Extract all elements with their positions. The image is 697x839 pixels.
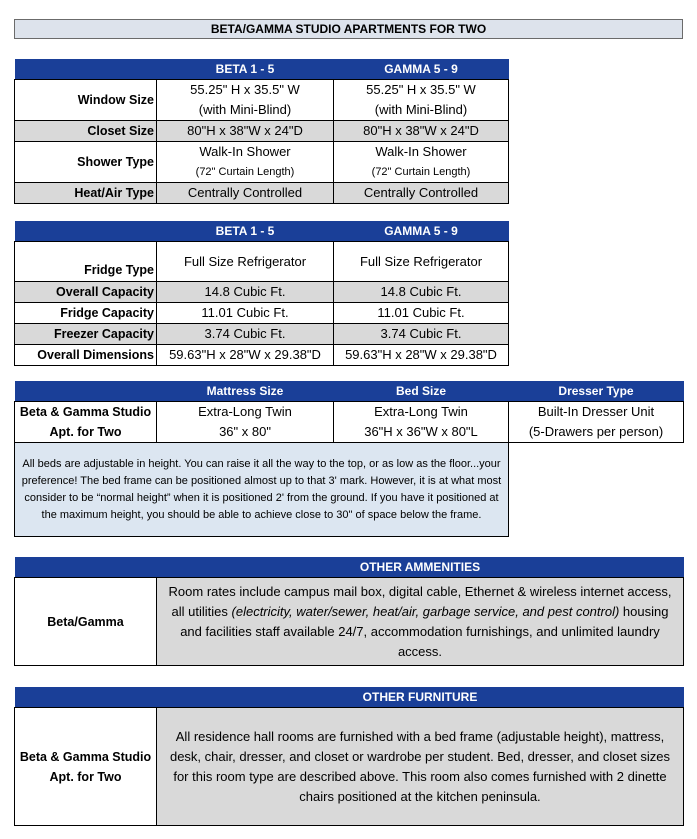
table-cell: Full Size Refrigerator [334,242,509,282]
column-header-mattress: Mattress Size [157,381,334,402]
table-cell: Extra-Long Twin 36" x 80" [157,402,334,443]
table-header-row [15,687,684,708]
table-cell: Full Size Refrigerator [157,242,334,282]
table-cell: Walk-In Shower (72" Curtain Length) [334,142,509,183]
table-cell: 59.63"H x 28"W x 29.38"D [334,345,509,366]
table-header-row [15,221,509,242]
table-cell: 14.8 Cubic Ft. [157,282,334,303]
row-label: Shower Type [15,142,157,183]
table-cell: 11.01 Cubic Ft. [157,303,334,324]
furniture-header: OTHER FURNITURE [157,687,684,708]
table-cell: 80"H x 38"W x 24"D [157,121,334,142]
table-row [15,345,509,366]
row-label: Fridge Capacity [15,303,157,324]
row-label: Overall Capacity [15,282,157,303]
column-header-beta: BETA 1 - 5 [157,59,334,80]
table-cell: 11.01 Cubic Ft. [334,303,509,324]
table-row [15,183,509,204]
features-table [14,59,509,204]
table-cell: Walk-In Shower (72" Curtain Length) [157,142,334,183]
amenities-table [14,557,684,666]
column-header-beta: BETA 1 - 5 [157,221,334,242]
row-label: Beta & Gamma Studio Apt. for Two [15,708,157,826]
row-label: Beta/Gamma [15,578,157,666]
table-row [15,80,509,121]
note-row [15,443,684,537]
table-row [15,142,509,183]
table-cell: 3.74 Cubic Ft. [157,324,334,345]
column-header-bed: Bed Size [334,381,509,402]
row-label: Closet Size [15,121,157,142]
table-cell: Extra-Long Twin 36"H x 36"W x 80"L [334,402,509,443]
table-row [15,303,509,324]
table-cell: 3.74 Cubic Ft. [334,324,509,345]
fridge-table [14,221,509,366]
amenities-header: OTHER AMMENITIES [157,557,684,578]
page-title: BETA/GAMMA STUDIO APARTMENTS FOR TWO [14,19,683,39]
bed-height-note: All beds are adjustable in height. You can raise it all the way to the top, or as low as the floor...your preference! The bed frame can be positioned almost up to that 3' mark. However, it is at what most consider to be “normal height” when it is positioned 2' from the ground. If you have it positioned at the maximum height, you should be able to achieve close to 30" of space below the frame. [15,443,509,537]
table-cell: Centrally Controlled [334,183,509,204]
table-cell: Built-In Dresser Unit (5-Drawers per person) [509,402,684,443]
table-header-row [15,557,684,578]
column-header-gamma: GAMMA 5 - 9 [334,221,509,242]
table-header-row [15,381,684,402]
row-label: Fridge Type [15,242,157,282]
table-row [15,402,684,443]
furniture-text: All residence hall rooms are furnished with a bed frame (adjustable height), mattress, desk, chair, dresser, and closet or wardrobe per student. Bed, dresser, and closet sizes for this room type are described above. This room also comes furnished with 2 dinette chairs positioned at the kitchen peninsula. [157,708,684,826]
row-label: Beta & Gamma Studio Apt. for Two [15,402,157,443]
table-row [15,708,684,826]
table-row [15,282,509,303]
table-cell: Centrally Controlled [157,183,334,204]
column-header-gamma: GAMMA 5 - 9 [334,59,509,80]
bed-table [14,381,684,537]
row-label: Overall Dimensions [15,345,157,366]
furniture-table [14,687,684,826]
table-cell: 80"H x 38"W x 24"D [334,121,509,142]
table-cell: 14.8 Cubic Ft. [334,282,509,303]
row-label: Heat/Air Type [15,183,157,204]
table-cell: 55.25" H x 35.5" W (with Mini-Blind) [334,80,509,121]
table-header-row [15,59,509,80]
table-row [15,324,509,345]
table-row [15,578,684,666]
row-label: Freezer Capacity [15,324,157,345]
table-row [15,242,509,282]
table-cell: 59.63"H x 28"W x 29.38"D [157,345,334,366]
table-row [15,121,509,142]
column-header-dresser: Dresser Type [509,381,684,402]
amenities-text: Room rates include campus mail box, digital cable, Ethernet & wireless internet access, all utilities (electricity, water/sewer, heat/air, garbage service, and pest control) housing and facilities staff available 24/7, accommodation furnishings, and unlimited laundry access. [157,578,684,666]
row-label: Window Size [15,80,157,121]
table-cell: 55.25" H x 35.5" W (with Mini-Blind) [157,80,334,121]
